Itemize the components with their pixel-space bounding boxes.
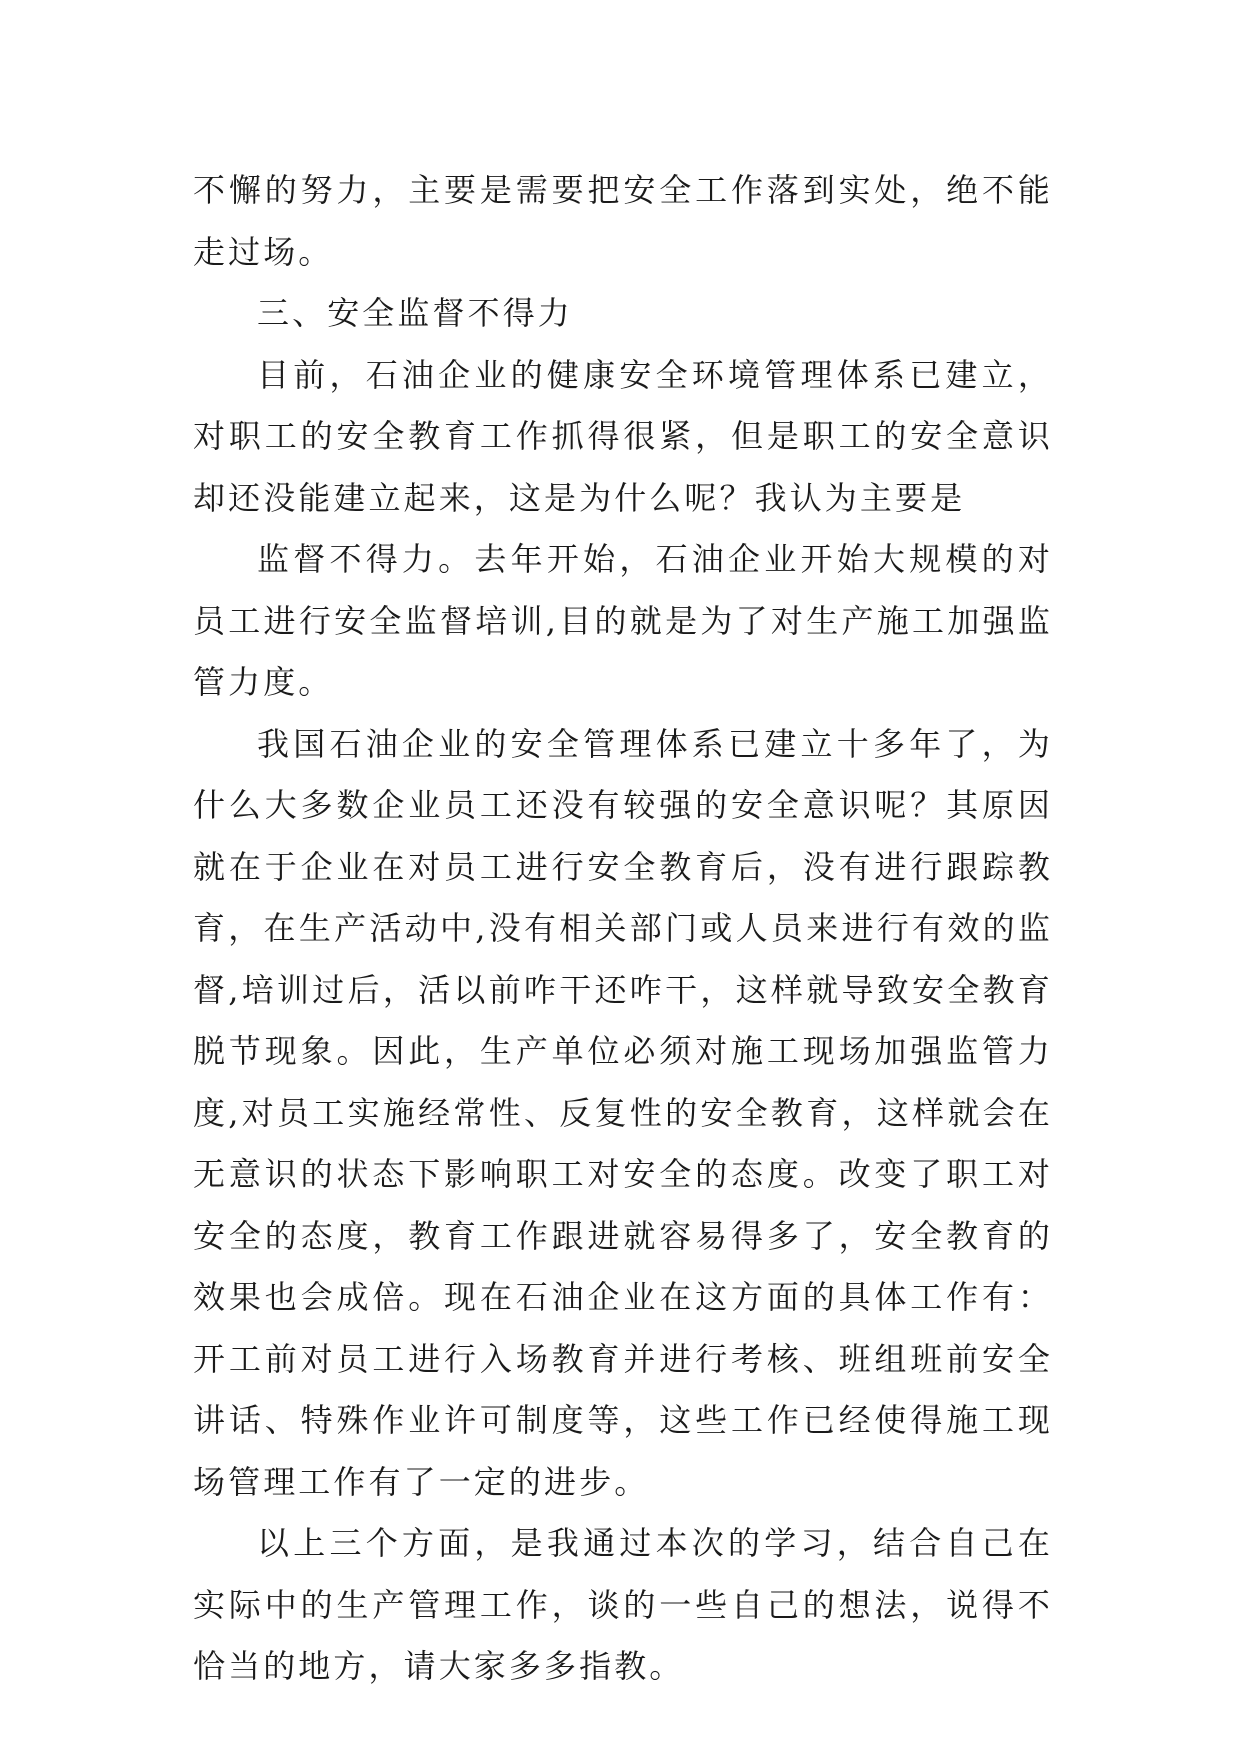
paragraph: 目前，石油企业的健康安全环境管理体系已建立，对职工的安全教育工作抓得很紧，但是职工的安全意识却还没能建立起来，这是为什么呢？我认为主要是 — [193, 355, 1053, 517]
paragraph-continuation: 不懈的努力，主要是需要把安全工作落到实处，绝不能走过场。 — [193, 171, 1053, 271]
section-heading: 三、安全监督不得力 — [257, 294, 573, 332]
paragraph: 我国石油企业的安全管理体系已建立十多年了，为什么大多数企业员工还没有较强的安全意识呢？其原因就在于企业在对员工进行安全教育后，没有进行跟踪教育，在生产活动中,没有相关部门或人员来进行有效的监督,培训过后，活以前咋干还咋干，这样就导致安全教育脱节现象。因此，生产单位必须对施工现场加强监管力度,对员工实施经常性、反复性的安全教育，这样就会在无意识的状态下影响职工对安全的态度。改变了职工对安全的态度，教育工作跟进就容易得多了，安全教育的效果也会成倍。现在石油企业在这方面的具体工作有：开工前对员工进行入场教育并进行考核、班组班前安全讲话、特殊作业许可制度等，这些工作已经使得施工现场管理工作有了一定的进步。 — [193, 724, 1053, 1501]
document-body — [193, 160, 1053, 1698]
paragraph: 监督不得力。去年开始，石油企业开始大规模的对员工进行安全监督培训,目的就是为了对生产施工加强监管力度。 — [193, 540, 1053, 701]
paragraph-closing: 以上三个方面，是我通过本次的学习，结合自己在实际中的生产管理工作，谈的一些自己的想法，说得不恰当的地方，请大家多多指教。 — [193, 1524, 1053, 1685]
